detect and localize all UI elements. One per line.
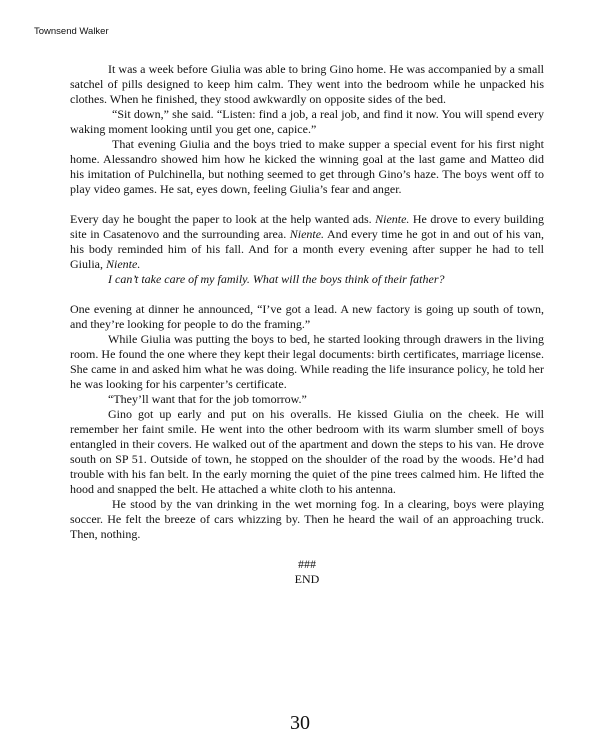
paragraph: Gino got up early and put on his overalls. He kissed Giulia on the cheek. He will remember her faint smile. He went into the other bedroom with its warm slumber smell of boys entangled in their covers. He walked out of the apartment and down the steps to his van. He drove south on SP 51. Outside of town, he stopped on the shoulder of the road by the woods. He’d had trouble with his fan belt. In the early morning the quiet of the pine trees calmed him. He lifted the hood and snapped the belt. He attached a white cloth to his antenna.: [70, 407, 544, 496]
paragraph: He stood by the van drinking in the wet morning fog. In a clearing, boys were playing soccer. He felt the breeze of cars whizzing by. Then he heard the wail of an approaching truck. Then, nothing.: [70, 497, 544, 541]
paragraph: Every day he bought the paper to look at the help wanted ads. Niente. He drove to every building site in Casatenovo and the surrounding area. Niente. And every time he got in and out of his van, his body reminded him of his fall. And for a month every evening after supper he had to tell Giulia, Niente.: [70, 212, 544, 271]
paragraph: It was a week before Giulia was able to bring Gino home. He was accompanied by a small satchel of pills designed to keep him calm. They went into the bedroom while he unpacked his clothes. When he finished, they stood awkwardly on opposite sides of the bed.: [70, 62, 544, 106]
paragraph-italic-thought: I can’t take care of my family. What will the boys think of their father?: [108, 272, 445, 286]
paragraph: While Giulia was putting the boys to bed, he started looking through drawers in the living room. He found the one where they kept their legal documents: birth certificates, marriage license. She came in and asked him what he was doing. While reading the life insurance policy, he told her he was looking for his carpenter’s certificate.: [70, 332, 544, 391]
section-break: ###: [298, 557, 316, 571]
end-mark: END: [294, 572, 320, 586]
paragraph: One evening at dinner he announced, “I’ve got a lead. A new factory is going up south of town, and they’re looking for people to do the framing.”: [70, 302, 544, 331]
paragraph: “They’ll want that for the job tomorrow.”: [108, 392, 307, 406]
paragraph: “Sit down,” she said. “Listen: find a job, a real job, and find it now. You will spend every waking moment looking until you get one, capice.”: [70, 107, 544, 136]
story-body: [70, 62, 544, 587]
running-header-author: Townsend Walker: [34, 26, 109, 37]
page-number: 30: [290, 712, 310, 734]
paragraph: That evening Giulia and the boys tried to make supper a special event for his first night home. Alessandro showed him how he kicked the winning goal at the last game and Matteo did his imitation of Pulchinella, but nothing seemed to get through Gino’s haze. The boys went off to play video games. He sat, eyes down, feeling Giulia’s fear and anger.: [70, 137, 544, 196]
